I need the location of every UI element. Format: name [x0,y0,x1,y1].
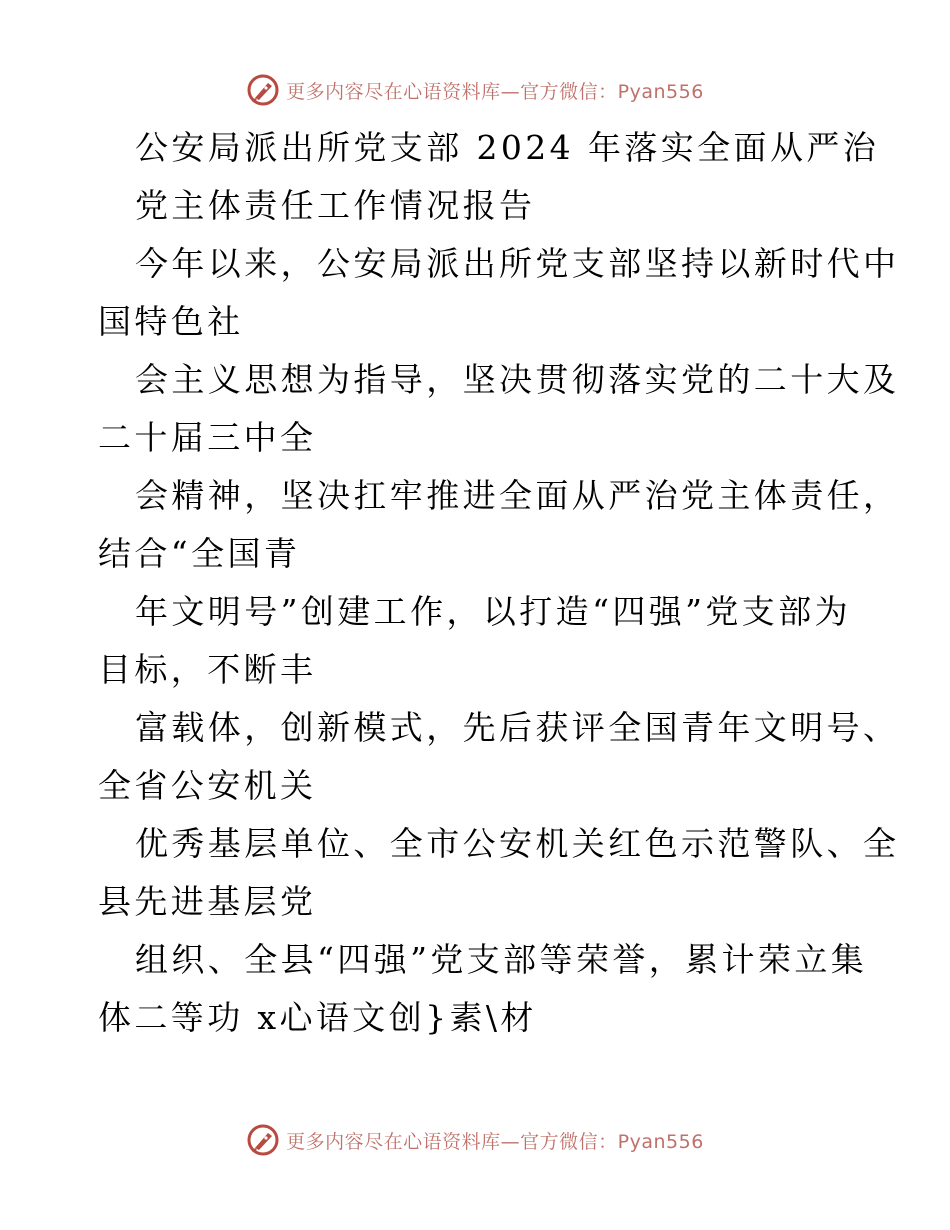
pen-nib-logo-icon [246,1123,280,1157]
body-line: 县先进基层党 [98,882,317,921]
body-line: 年文明号”创建工作，以打造“四强”党支部为 [135,592,852,631]
body-line: 国特色社 [98,302,244,341]
body-line: 全省公安机关 [98,766,317,805]
body-line: 富载体，创新模式，先后获评全国青年文明号、 [135,708,900,747]
body-line: 会主义思想为指导，坚决贯彻落实党的二十大及 [135,360,900,399]
body-line: 结合“全国青 [98,534,301,573]
body-line: 组织、全县“四强”党支部等荣誉，累计荣立集 [135,940,868,979]
body-line: 目标，不断丰 [98,650,317,689]
body-line: 二十届三中全 [98,418,317,457]
header-watermark [0,70,950,110]
body-line: 今年以来，公安局派出所党支部坚持以新时代中 [135,244,900,283]
body-line: 会精神，坚决扛牢推进全面从严治党主体责任， [135,476,900,515]
pen-nib-logo-icon [246,73,280,107]
watermark-text: 更多内容尽在心语资料库—官方微信： [286,80,618,103]
watermark-handle: Pyan556 [617,80,704,103]
watermark-handle: Pyan556 [617,1130,704,1153]
body-line: 体二等功 x心语文创}素\材 [98,998,537,1037]
title-line-2: 党主体责任工作情况报告 [135,186,536,225]
body-line: 优秀基层单位、全市公安机关红色示范警队、全 [135,824,900,863]
watermark-text: 更多内容尽在心语资料库—官方微信： [286,1130,618,1153]
footer-watermark [0,1120,950,1160]
title-line-1: 公安局派出所党支部 2024 年落实全面从严治 [135,128,880,167]
